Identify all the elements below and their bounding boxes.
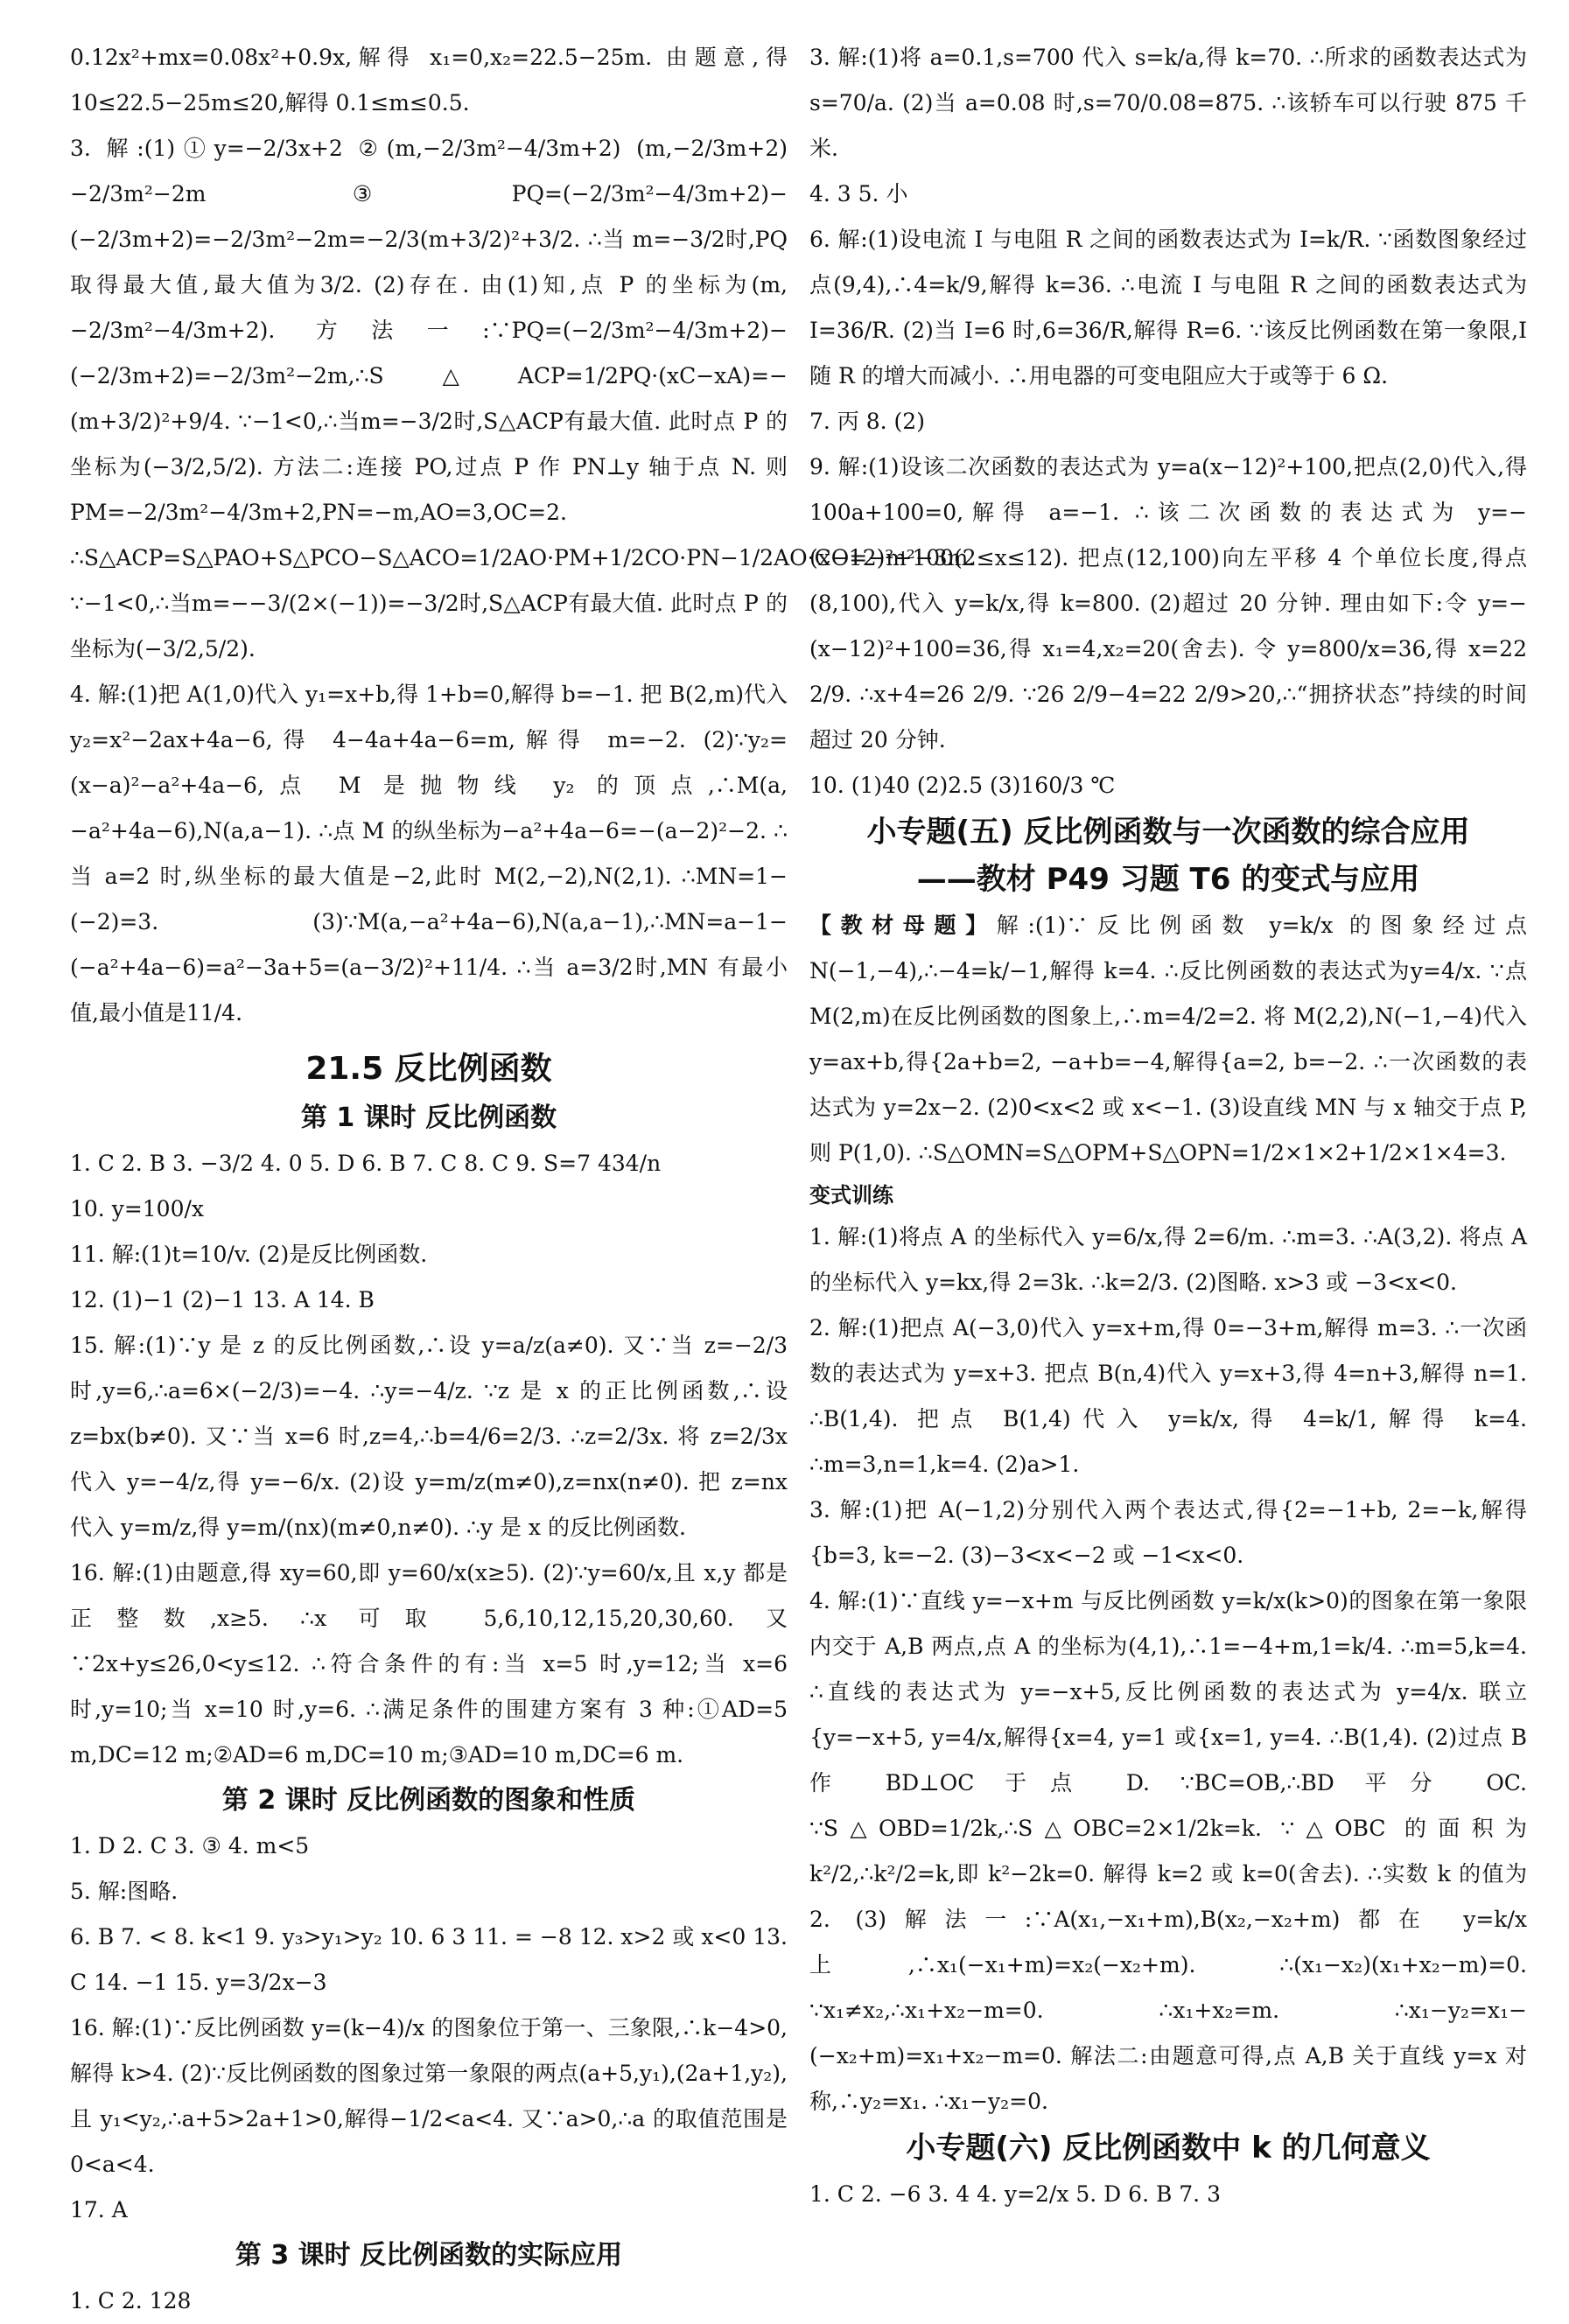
section-title: 21.5 反比例函数 xyxy=(305,1051,552,1087)
intro-answer: 0.12x²+mx=0.08x²+0.9x,解得 x₁=0,x₂=22.5−25m. 由题意,得 10≤22.5−25m≤20,解得 0.1≤m≤0.5. xyxy=(70,45,788,116)
lesson1-answer-11: 11. 解:(1)t=10/v. (2)是反比例函数. xyxy=(70,1242,428,1267)
textbook-problem xyxy=(809,903,1527,1176)
variant-answer-2: 2. 解:(1)把点 A(−3,0)代入 y=x+m,得 0=−3+m,解得 m=3. ∴一次函数的表达式为 y=x+3. 把点 B(n,4)代入 y=x+3,得 4=n+3,解得 n=1. ∴B(1,4). 把点 B(1,4)代入 y=k/x,得 4=k/1,解得 k=4. ∴m=3,n=1,k=4. (2)a>1. xyxy=(809,1315,1527,1477)
topic6-answers: 1. C 2. −6 3. 4 4. y=2/x 5. D 6. B 7. 3 xyxy=(809,2181,1221,2207)
answer-r9: 9. 解:(1)设该二次函数的表达式为 y=a(x−12)²+100,把点(2,0)代入,得 100a+100=0,解得 a=−1. ∴该二次函数的表达式为 y=−(x−12)²+100(2≤x≤12). 把点(12,100)向左平移 4 个单位长度,得点(8,100),代入 y=k/x,得 k=800. (2)超过 20 分钟. 理由如下:令 y=−(x−12)²+100=36,得 x₁=4,x₂=20(舍去). 令 y=800/x=36,得 x=22 2/9. ∴x+4=26 2/9. ∵26 2/9−4=22 2/9>20,∴“拥挤状态”持续的时间超过 20 分钟. xyxy=(809,454,1527,752)
lesson1-title: 第 1 课时 反比例函数 xyxy=(300,1102,557,1133)
variant-answer-4: 4. 解:(1)∵直线 y=−x+m 与反比例函数 y=k/x(k>0)的图象在第一象限内交于 A,B 两点,点 A 的坐标为(4,1),∴1=−4+m,1=k/4. ∴m=5,k=4. ∴直线的表达式为 y=−x+5,反比例函数的表达式为 y=4/x. 联立{y=−x+5, y=4/x,解得{x=4, y=1 或{x=1, y=4. ∴B(1,4). (2)过点 B 作 BD⊥OC 于点 D. ∵BC=OB,∴BD 平分 OC. ∵S△OBD=1/2k,∴S△OBC=2×1/2k=k. ∵△OBC 的面积为k²/2,∴k²/2=k,即 k²−2k=0. 解得 k=2 或 k=0(舍去). ∴实数 k 的值为 2. (3)解法一:∵A(x₁,−x₁+m),B(x₂,−x₂+m)都在 y=k/x 上,∴x₁(−x₁+m)=x₂(−x₂+m). ∴(x₁−x₂)(x₁+x₂−m)=0. ∵x₁≠x₂,∴x₁+x₂−m=0. ∴x₁+x₂=m. ∴x₁−y₂=x₁−(−x₂+m)=x₁+x₂−m=0. 解法二:由题意可得,点 A,B 关于直线 y=x 对称,∴y₂=x₁. ∴x₁−y₂=0. xyxy=(809,1588,1527,2114)
topic6-title: 小专题(六) 反比例函数中 k 的几何意义 xyxy=(906,2131,1431,2166)
answer-r6: 6. 解:(1)设电流 I 与电阻 R 之间的函数表达式为 I=k/R. ∵函数图象经过点(9,4),∴4=k/9,解得 k=36. ∴电流 I 与电阻 R 之间的函数表达式为 I=36/R. (2)当 I=6 时,6=36/R,解得 R=6. ∵该反比例函数在第一象限,I 随 R 的增大而减小. ∴用电器的可变电阻应大于或等于 6 Ω. xyxy=(809,227,1527,388)
answer-r3: 3. 解:(1)将 a=0.1,s=700 代入 s=k/a,得 k=70. ∴所求的函数表达式为 s=70/a. (2)当 a=0.08 时,s=70/0.08=875. ∴该轿车可以行驶 875 千米. xyxy=(809,45,1527,161)
answer-q3: 3. 解:(1)①y=−2/3x+2 ②(m,−2/3m²−4/3m+2) (m,−2/3m+2) −2/3m²−2m ③PQ=(−2/3m²−4/3m+2)−(−2/3m+2)=−2/3m²−2m=−2/3(m+3/2)²+3/2. ∴当 m=−3/2时,PQ 取得最大值,最大值为3/2. (2)存在. 由(1)知,点 P 的坐标为(m,−2/3m²−4/3m+2). 方法一:∵PQ=(−2/3m²−4/3m+2)−(−2/3m+2)=−2/3m²−2m,∴S△ACP=1/2PQ·(xC−xA)=−(m+3/2)²+9/4. ∵−1<0,∴当m=−3/2时,S△ACP有最大值. 此时点 P 的坐标为(−3/2,5/2). 方法二:连接 PO,过点 P 作 PN⊥y 轴于点 N. 则 PM=−2/3m²−4/3m+2,PN=−m,AO=3,OC=2. ∴S△ACP=S△PAO+S△PCO−S△ACO=1/2AO·PM+1/2CO·PN−1/2AO·CO=−m²−3m. ∵−1<0,∴当m=−−3/(2×(−1))=−3/2时,S△ACP有最大值. 此时点 P 的坐标为(−3/2,5/2). xyxy=(70,136,976,662)
answer-r7-8: 7. 丙 8. (2) xyxy=(809,409,925,434)
topic5-subtitle: ——教材 P49 习题 T6 的变式与应用 xyxy=(916,862,1420,897)
textbook-problem-text: 解:(1)∵反比例函数 y=k/x 的图象经过点N(−1,−4),∴−4=k/−1,解得 k=4. ∴反比例函数的表达式为y=4/x. ∵点 M(2,m)在反比例函数的图象上,∴m=4/2=2. 将 M(2,2),N(−1,−4)代入 y=ax+b,得{2a+b=2, −a+b=−4,解得{a=2, b=−2. ∴一次函数的表达式为 y=2x−2. (2)0<x<2 或 x<−1. (3)设直线 MN 与 x 轴交于点 P,则 P(1,0). ∴S△OMN=S△OPM+S△OPN=1/2×1×2+1/2×1×4=3. xyxy=(809,913,1527,1166)
lesson2-answer-17: 17. A xyxy=(70,2197,128,2222)
textbook-problem-label: 【教材母题】 xyxy=(809,913,997,938)
variant-answer-1: 1. 解:(1)将点 A 的坐标代入 y=6/x,得 2=6/m. ∴m=3. ∴A(3,2). 将点 A 的坐标代入 y=kx,得 2=3k. ∴k=2/3. (2)图略. x>3 或 −3<x<0. xyxy=(809,1224,1527,1295)
lesson2-answers-1-4: 1. D 2. C 3. ③ 4. m<5 xyxy=(70,1833,310,1858)
variant-training-label: 变式训练 xyxy=(809,1183,893,1208)
lesson1-answer-16: 16. 解:(1)由题意,得 xy=60,即 y=60/x(x≥5). (2)∵y=60/x,且 x,y 都是正整数,x≥5. ∴x 可取 5,6,10,12,15,20,30,60. 又∵2x+y≤26,0<y≤12. ∴符合条件的有:当 x=5 时,y=12;当 x=6 时,y=10;当 x=10 时,y=6. ∴满足条件的围建方案有 3 种:①AD=5 m,DC=12 m;②AD=6 m,DC=10 m;③AD=10 m,DC=6 m. xyxy=(70,1560,788,1768)
lesson2-answer-5: 5. 解:图略. xyxy=(70,1879,179,1904)
lesson1-answer-10: 10. y=100/x xyxy=(70,1196,205,1222)
lesson1-answers-12-14: 12. (1)−1 (2)−1 13. A 14. B xyxy=(70,1287,375,1312)
lesson3-answers-1-2: 1. C 2. 128 xyxy=(70,2288,192,2314)
lesson2-title: 第 2 课时 反比例函数的图象和性质 xyxy=(221,1785,636,1816)
lesson3-title: 第 3 课时 反比例函数的实际应用 xyxy=(235,2240,623,2271)
answer-q4: 4. 解:(1)把 A(1,0)代入 y₁=x+b,得 1+b=0,解得 b=−1. 把 B(2,m)代入 y₂=x²−2ax+4a−6,得 4−4a+4a−6=m,解得 m=−2. (2)∵y₂=(x−a)²−a²+4a−6,点 M 是抛物线 y₂ 的顶点,∴M(a,−a²+4a−6),N(a,a−1). ∴点 M 的纵坐标为−a²+4a−6=−(a−2)²−2. ∴当 a=2 时,纵坐标的最大值是−2,此时 M(2,−2),N(2,1). ∴MN=1−(−2)=3. (3)∵M(a,−a²+4a−6),N(a,a−1),∴MN=a−1−(−a²+4a−6)=a²−3a+5=(a−3/2)²+11/4. ∴当 a=3/2时,MN 有最小值,最小值是11/4. xyxy=(70,682,788,1026)
answer-r4-5: 4. 3 5. 小 xyxy=(809,181,908,206)
lesson2-answers-6-15: 6. B 7. < 8. k<1 9. y₃>y₁>y₂ 10. 6 3 11. = −8 12. x>2 或 x<0 13. C 14. −1 15. y=3/2x−3 xyxy=(70,1924,788,1995)
lesson1-answers-1-9: 1. C 2. B 3. −3/2 4. 0 5. D 6. B 7. C 8. C 9. S=7 434/n xyxy=(70,1151,662,1176)
lesson1-answer-15: 15. 解:(1)∵y 是 z 的反比例函数,∴设 y=a/z(a≠0). 又∵当 z=−2/3时,y=6,∴a=6×(−2/3)=−4. ∴y=−4/z. ∵z 是 x 的正比例函数,∴设 z=bx(b≠0). 又∵当 x=6 时,z=4,∴b=4/6=2/3. ∴z=2/3x. 将 z=2/3x 代入 y=−4/z,得 y=−6/x. (2)设 y=m/z(m≠0),z=nx(n≠0). 把 z=nx 代入 y=m/z,得 y=m/(nx)(m≠0,n≠0). ∴y 是 x 的反比例函数. xyxy=(70,1333,788,1540)
lesson2-answer-16: 16. 解:(1)∵反比例函数 y=(k−4)/x 的图象位于第一、三象限,∴k−4>0,解得 k>4. (2)∵反比例函数的图象过第一象限的两点(a+5,y₁),(2a+1,y₂),且 y₁<y₂,∴a+5>2a+1>0,解得−1/2<a<4. 又∵a>0,∴a 的取值范围是 0<a<4. xyxy=(70,2015,788,2177)
variant-answer-3: 3. 解:(1)把 A(−1,2)分别代入两个表达式,得{2=−1+b, 2=−k,解得{b=3, k=−2. (3)−3<x<−2 或 −1<x<0. xyxy=(809,1497,1527,1568)
right-column xyxy=(809,35,1527,2217)
answer-r10: 10. (1)40 (2)2.5 (3)160/3 ℃ xyxy=(809,773,1116,798)
topic5-title: 小专题(五) 反比例函数与一次函数的综合应用 xyxy=(866,815,1470,850)
